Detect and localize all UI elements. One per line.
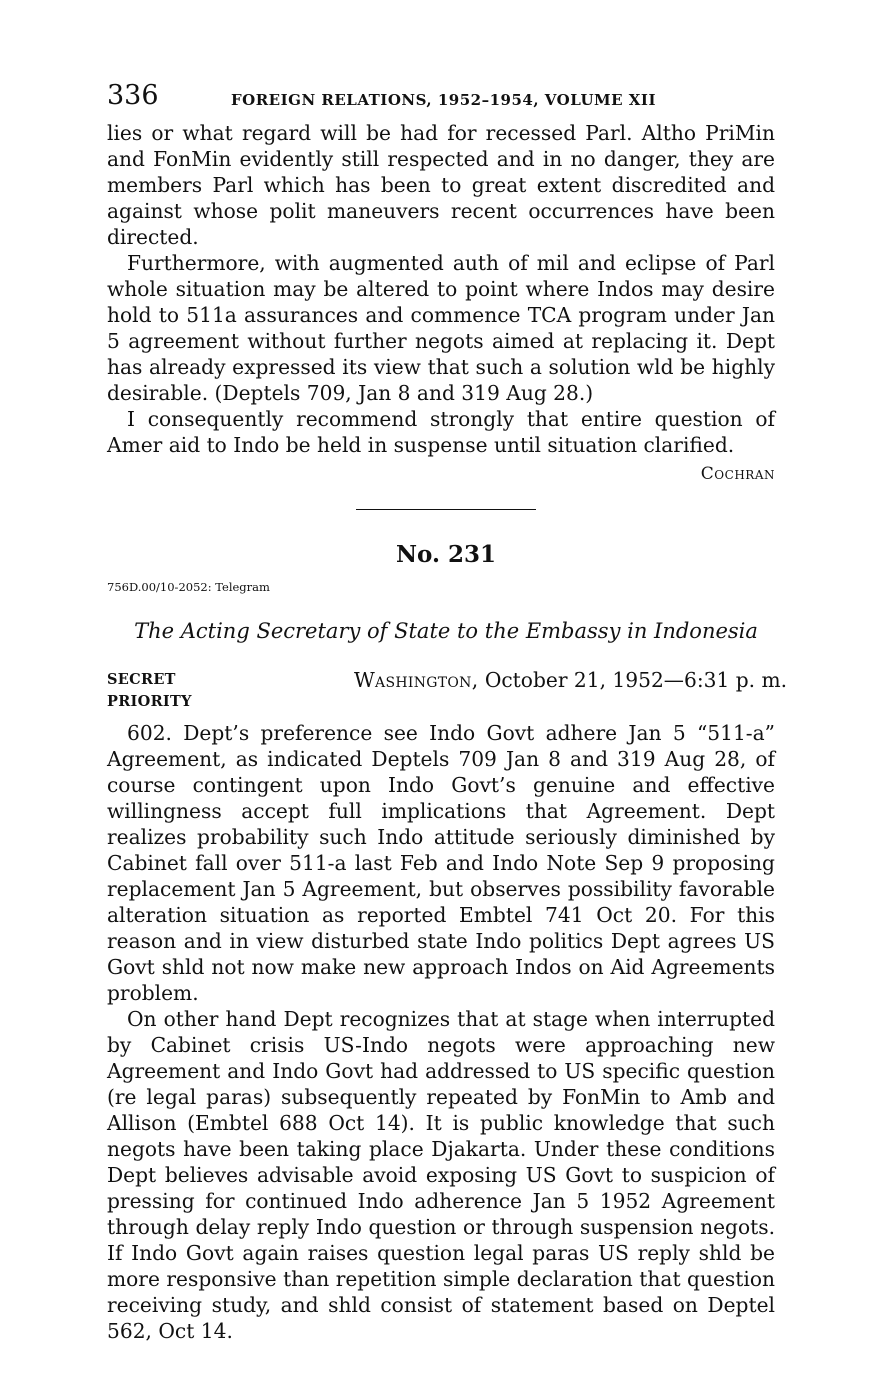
classification-block [107, 667, 788, 713]
continuation-paragraph-3: I consequently recommend strongly that entire question of Amer aid to Indo be held in suspense until situation clarified. [107, 407, 775, 457]
signature: Cochran [700, 464, 775, 484]
continuation-paragraph-2: Furthermore, with augmented auth of mil and eclipse of Parl whole situation may be altered to point where Indos may desire hold to 511a assurances and commence TCA program under Jan 5 agreement without further negots aimed at replacing it. Dept has already expressed its view that such a solution wld be highly desirable. (Deptels 709, Jan 8 and 319 Aug 28.) [107, 251, 775, 405]
continuation-paragraph-1: lies or what regard will be had for recessed Parl. Altho PriMin and FonMin evidently still respected and in no danger, they are members Parl which has been to great extent discredited and against whose polit maneuvers recent occurrences have been directed. [107, 121, 775, 249]
telegram-body [107, 720, 775, 1344]
running-head [107, 80, 775, 120]
telegram-paragraph-2: On other hand Dept recognizes that at stage when interrupted by Cabinet crisis US-Indo negots were approaching new Agreement and Indo Govt had addressed to US specific question (re legal paras) subsequently repeated by FonMin to Amb and Allison (Embtel 688 Oct 14). It is public knowledge that such negots have been taking place Djakarta. Under these conditions Dept believes advisable avoid exposing US Govt to suspicion of pressing for continued Indo adherence Jan 5 1952 Agreement through delay reply Indo question or through suspension negots. If Indo Govt again raises question legal paras US reply shld be more responsive than repetition simple declaration that question receiving study, and shld consist of statement based on Deptel 562, Oct 14. [107, 1007, 775, 1343]
classification-label: SECRET [107, 671, 176, 688]
previous-document-continuation [107, 120, 775, 486]
dateline-date: October 21, 1952—6:31 p. m. [484, 668, 788, 692]
document-title: The Acting Secretary of State to the Embassy in Indonesia [134, 619, 758, 643]
telegram-paragraph-1: 602. Dept’s preference see Indo Govt adhere Jan 5 “511-a” Agreement, as indicated Deptels 709 Jan 8 and 319 Aug 28, of course contingent upon Indo Govt’s genuine and effective willingness accept full implications that Agreement. Dept realizes probability such Indo attitude seriously diminished by Cabinet fall over 511-a last Feb and Indo Note Sep 9 proposing replacement Jan 5 Agreement, but observes possibility favorable alteration situation as reported Embtel 741 Oct 20. For this reason and in view disturbed state Indo politics Dept agrees US Govt shld not now make new approach Indos on Aid Agreements problem. [107, 721, 775, 1005]
dateline-place: Washington, [354, 668, 479, 692]
precedence-label: PRIORITY [107, 693, 192, 710]
document-page [107, 80, 788, 1344]
dateline [354, 667, 787, 693]
page-number: 336 [107, 80, 159, 111]
volume-title: FOREIGN RELATIONS, 1952–1954, VOLUME XII [231, 91, 656, 109]
file-reference: 756D.00/10-2052: Telegram [107, 580, 270, 594]
section-divider [356, 509, 536, 510]
document-number: No. 231 [396, 541, 496, 568]
